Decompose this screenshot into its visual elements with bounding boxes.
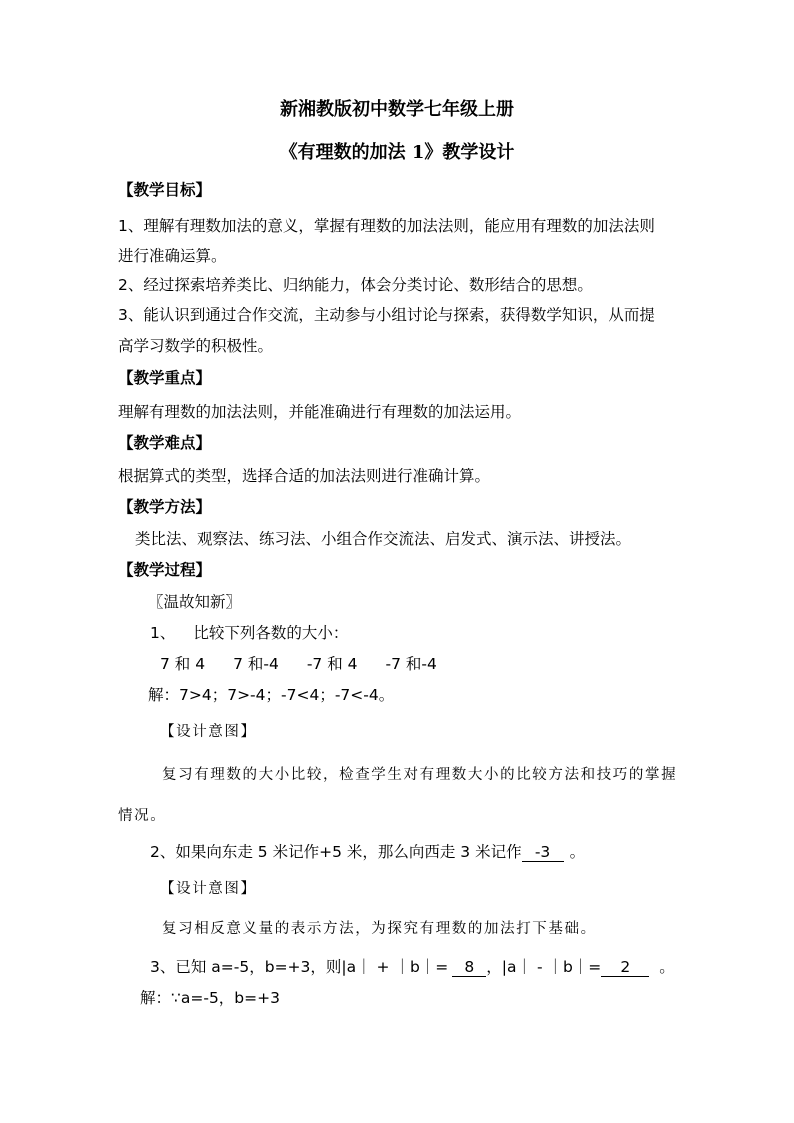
document-title: 新湘教版初中数学七年级上册 bbox=[280, 99, 514, 120]
objective-2: 2、经过探索培养类比、归纳能力，体会分类讨论、数形结合的思想。 bbox=[118, 276, 593, 294]
question-1-pairs bbox=[160, 654, 437, 674]
question-1-text: 比较下列各数的大小： bbox=[193, 624, 349, 642]
question-3-middle: ，|a｜ - ｜b｜= bbox=[486, 958, 602, 976]
question-1-number: 1、 bbox=[150, 624, 176, 642]
pair-2: 7 和-4 bbox=[233, 655, 279, 673]
intent-1-line-2: 情况。 bbox=[118, 808, 167, 824]
question-2-answer: -3 bbox=[522, 844, 564, 862]
pair-3: -7 和 4 bbox=[306, 655, 358, 673]
question-1 bbox=[150, 623, 348, 643]
pair-1: 7 和 4 bbox=[160, 655, 206, 673]
question-2-prefix: 2、如果向东走 5 米记作+5 米，那么向西走 3 米记作 bbox=[150, 843, 522, 861]
question-3-solution: 解：∵a=-5，b=+3 bbox=[140, 989, 280, 1007]
question-2-suffix: 。 bbox=[569, 843, 586, 861]
methods-text: 类比法、观察法、练习法、小组合作交流法、启发式、演示法、讲授法。 bbox=[135, 530, 632, 548]
question-3-suffix: 。 bbox=[659, 958, 675, 976]
key-points-text: 理解有理数的加法法则，并能准确进行有理数的加法运用。 bbox=[118, 403, 522, 421]
question-1-solution: 解：7>4；7>-4；-7<4；-7<-4。 bbox=[148, 686, 395, 704]
objective-1-line-1: 1、理解有理数加法的意义，掌握有理数的加法法则，能应用有理数的加法法则 bbox=[118, 217, 655, 235]
objective-3-line-2: 高学习数学的积极性。 bbox=[118, 337, 274, 355]
review-label: 〖温故知新〗 bbox=[148, 593, 242, 611]
objectives-heading: 【教学目标】 bbox=[118, 181, 212, 199]
objective-1-line-2: 进行准确运算。 bbox=[118, 247, 227, 265]
difficulties-heading: 【教学难点】 bbox=[118, 434, 212, 452]
document-subtitle: 《有理数的加法 1》教学设计 bbox=[279, 142, 515, 163]
question-3 bbox=[150, 957, 675, 977]
pair-4: -7 和-4 bbox=[385, 655, 437, 673]
intent-1-line-1: 复习有理数的大小比较，检查学生对有理数大小的比较方法和技巧的掌握 bbox=[162, 767, 678, 783]
question-3-answer-1: 8 bbox=[452, 959, 486, 977]
intent-2-heading: 【设计意图】 bbox=[160, 881, 257, 897]
difficulties-text: 根据算式的类型，选择合适的加法法则进行准确计算。 bbox=[118, 467, 491, 485]
key-points-heading: 【教学重点】 bbox=[118, 369, 212, 387]
methods-heading: 【教学方法】 bbox=[118, 498, 212, 516]
intent-1-heading: 【设计意图】 bbox=[160, 724, 257, 740]
question-3-prefix: 3、已知 a=-5，b=+3，则|a｜ + ｜b｜= bbox=[150, 958, 449, 976]
question-3-answer-2: 2 bbox=[601, 959, 649, 977]
process-heading: 【教学过程】 bbox=[118, 561, 212, 579]
intent-2-text: 复习相反意义量的表示方法，为探究有理数的加法打下基础。 bbox=[162, 921, 597, 937]
objective-3-line-1: 3、能认识到通过合作交流，主动参与小组讨论与探索，获得数学知识，从而提 bbox=[118, 306, 655, 324]
question-2 bbox=[150, 842, 585, 862]
